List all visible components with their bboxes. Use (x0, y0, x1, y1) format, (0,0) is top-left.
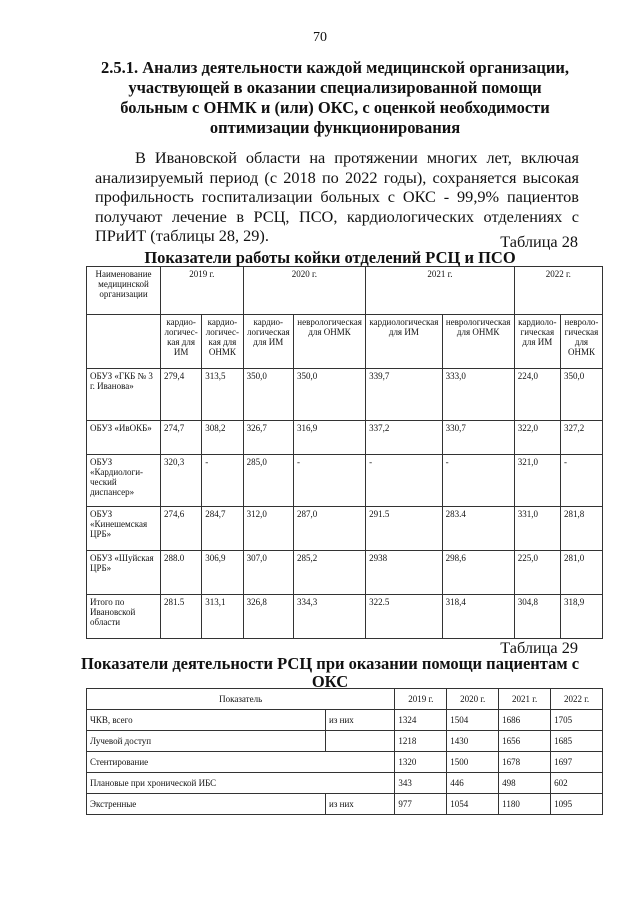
table-row (87, 507, 603, 551)
value-cell: 283.4 (442, 507, 514, 551)
org-name-cell: ОБУЗ «Кардиологи-ческий диспансер» (87, 455, 161, 507)
table-29 (86, 688, 603, 815)
value-cell: 1054 (447, 794, 499, 815)
year-header: 2021 г. (366, 267, 515, 315)
indicator-name-cell: Плановые при хронической ИБС (87, 773, 395, 794)
value-cell: 350,0 (243, 369, 293, 421)
org-name-cell: ОБУЗ «Шуйская ЦРБ» (87, 551, 161, 595)
table-row (87, 369, 603, 421)
value-cell: - (366, 455, 442, 507)
table-28 (86, 266, 603, 639)
value-cell: 337,2 (366, 421, 442, 455)
value-cell: 333,0 (442, 369, 514, 421)
year-header: 2020 г. (447, 689, 499, 710)
indicator-name-cell: Экстренные (87, 794, 326, 815)
table-28-title: Показатели работы койки отделений РСЦ и ПСО (144, 248, 516, 267)
value-cell: 274,7 (161, 421, 202, 455)
value-cell: 288.0 (161, 551, 202, 595)
table-row (87, 731, 603, 752)
value-cell: 1500 (447, 752, 499, 773)
value-cell: 326,8 (243, 595, 293, 639)
value-cell: - (442, 455, 514, 507)
year-header: 2022 г. (514, 267, 602, 315)
value-cell: 312,0 (243, 507, 293, 551)
year-header: 2020 г. (243, 267, 366, 315)
year-header: 2019 г. (395, 689, 447, 710)
value-cell: 316,9 (294, 421, 366, 455)
indicator-name-cell: ЧКВ, всего (87, 710, 326, 731)
value-cell: 2938 (366, 551, 442, 595)
value-cell: 224,0 (514, 369, 560, 421)
value-cell: 326,7 (243, 421, 293, 455)
value-cell: 1324 (395, 710, 447, 731)
subheader: кардио-логичес-кая для ОНМК (202, 315, 243, 369)
value-cell: 281,8 (560, 507, 602, 551)
value-cell: 977 (395, 794, 447, 815)
subheader: кардио-логичес-кая для ИМ (161, 315, 202, 369)
value-cell: 281.5 (161, 595, 202, 639)
year-header: 2019 г. (161, 267, 244, 315)
subheader: неврологическая для ОНМК (442, 315, 514, 369)
subheader: кардиоло-гическая для ИМ (514, 315, 560, 369)
year-header: 2021 г. (499, 689, 551, 710)
value-cell: 327,2 (560, 421, 602, 455)
value-cell: 339,7 (366, 369, 442, 421)
empty-cell (87, 315, 161, 369)
value-cell: 446 (447, 773, 499, 794)
value-cell: 321,0 (514, 455, 560, 507)
value-cell: 307,0 (243, 551, 293, 595)
value-cell: 313,1 (202, 595, 243, 639)
table-row (87, 551, 603, 595)
value-cell: 285,0 (243, 455, 293, 507)
org-name-cell: ОБУЗ «ГКБ № 3 г. Иванова» (87, 369, 161, 421)
subheader: кардиологическая для ИМ (366, 315, 442, 369)
table-row (87, 455, 603, 507)
value-cell: 498 (499, 773, 551, 794)
value-cell: 1697 (551, 752, 603, 773)
note-cell: из них (326, 794, 395, 815)
value-cell: 287,0 (294, 507, 366, 551)
value-cell: 285,2 (294, 551, 366, 595)
value-cell: 343 (395, 773, 447, 794)
value-cell: 330,7 (442, 421, 514, 455)
value-cell: 1504 (447, 710, 499, 731)
org-name-cell: Итого по Ивановской области (87, 595, 161, 639)
table-row (87, 773, 603, 794)
value-cell: 304,8 (514, 595, 560, 639)
value-cell: 279,4 (161, 369, 202, 421)
note-cell (326, 731, 395, 752)
value-cell: 291.5 (366, 507, 442, 551)
section-heading: 2.5.1. Анализ деятельности каждой медицинской организации, участвующей в оказании специализированной помощи больным с ОНМК и (или) ОКС, с оценкой необходимости оптимизации функционирования (100, 58, 570, 137)
table-29-label: Таблица 29 (500, 638, 578, 657)
value-cell: 274,6 (161, 507, 202, 551)
value-cell: 1218 (395, 731, 447, 752)
value-cell: - (202, 455, 243, 507)
table-row (87, 752, 603, 773)
body-paragraph: В Ивановской области на протяжении многих лет, включая анализируемый период (с 2018 по 2022 годы), сохраняется высокая профильность госпитализации больных с ОКС - 99,9% пациентов получают лечение в РСЦ, ПСО, кардиологических отделениях с ПРиИТ (таблицы 28, 29). (95, 148, 579, 246)
value-cell: 322,0 (514, 421, 560, 455)
value-cell: 1705 (551, 710, 603, 731)
indicator-name-cell: Стентирование (87, 752, 395, 773)
subheader: невроло-гическая для ОНМК (560, 315, 602, 369)
value-cell: 1685 (551, 731, 603, 752)
value-cell: 313,5 (202, 369, 243, 421)
value-cell: - (294, 455, 366, 507)
value-cell: 318,9 (560, 595, 602, 639)
org-header: Наименование медицинской организации (87, 267, 161, 315)
value-cell: 602 (551, 773, 603, 794)
value-cell: 1678 (499, 752, 551, 773)
value-cell: 1430 (447, 731, 499, 752)
value-cell: 1095 (551, 794, 603, 815)
value-cell: 308,2 (202, 421, 243, 455)
page-number: 70 (313, 30, 327, 45)
value-cell: 1180 (499, 794, 551, 815)
table-28-label: Таблица 28 (500, 232, 578, 251)
value-cell: 298,6 (442, 551, 514, 595)
value-cell: 322.5 (366, 595, 442, 639)
value-cell: 284,7 (202, 507, 243, 551)
table-row (87, 794, 603, 815)
table-row (87, 710, 603, 731)
value-cell: 225,0 (514, 551, 560, 595)
value-cell: 350,0 (560, 369, 602, 421)
org-name-cell: ОБУЗ «ИвОКБ» (87, 421, 161, 455)
subheader: неврологическая для ОНМК (294, 315, 366, 369)
value-cell: 331,0 (514, 507, 560, 551)
indicator-name-cell: Лучевой доступ (87, 731, 326, 752)
year-header: 2022 г. (551, 689, 603, 710)
value-cell: - (560, 455, 602, 507)
value-cell: 320,3 (161, 455, 202, 507)
value-cell: 334,3 (294, 595, 366, 639)
value-cell: 1686 (499, 710, 551, 731)
indicator-header: Показатель (87, 689, 395, 710)
subheader: кардио-логическая для ИМ (243, 315, 293, 369)
value-cell: 1656 (499, 731, 551, 752)
table-row (87, 595, 603, 639)
value-cell: 1320 (395, 752, 447, 773)
table-row (87, 421, 603, 455)
value-cell: 318,4 (442, 595, 514, 639)
table-29-title: Показатели деятельности РСЦ при оказании помощи пациентам с ОКС (80, 654, 580, 691)
org-name-cell: ОБУЗ «Кинешемская ЦРБ» (87, 507, 161, 551)
note-cell: из них (326, 710, 395, 731)
value-cell: 281,0 (560, 551, 602, 595)
value-cell: 350,0 (294, 369, 366, 421)
value-cell: 306,9 (202, 551, 243, 595)
